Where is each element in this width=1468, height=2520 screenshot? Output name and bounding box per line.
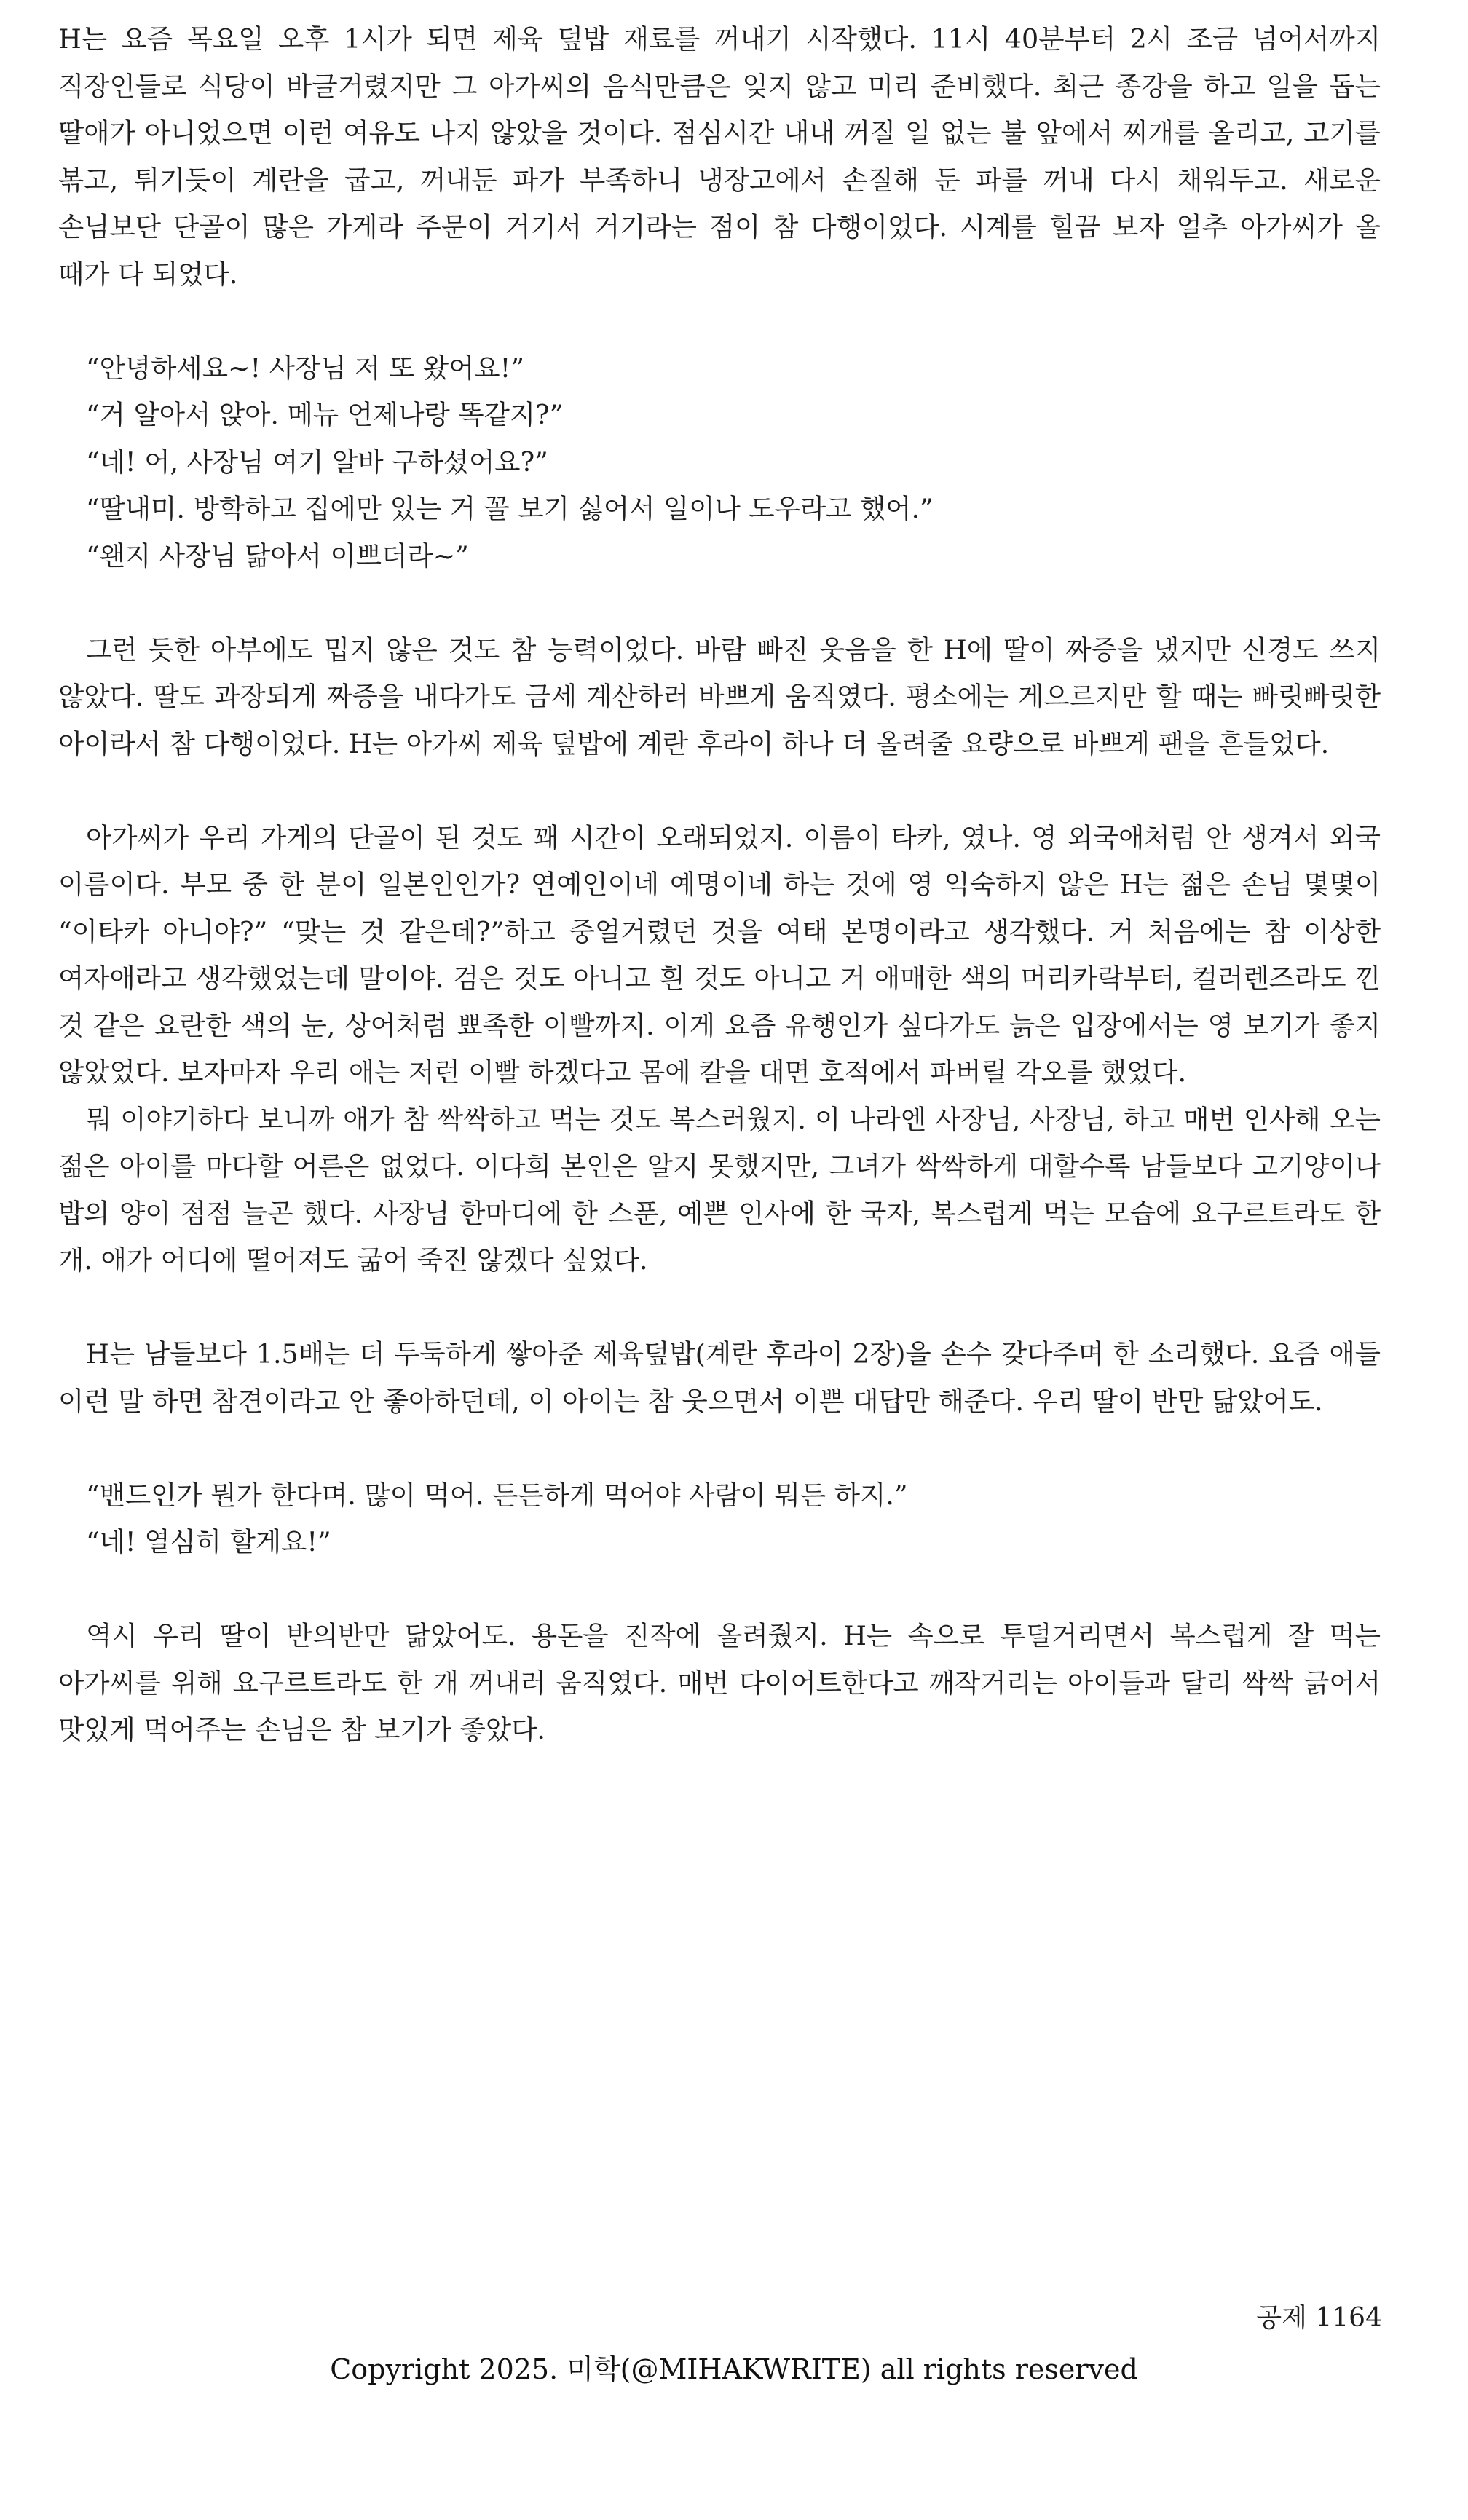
paragraph-gap [58, 1284, 1381, 1332]
paragraph-gap [58, 767, 1381, 815]
page-number: 공제 1164 [1256, 2303, 1382, 2333]
paragraph-gap [58, 1566, 1381, 1613]
story-text [58, 16, 1381, 1754]
dialogue-line: “밴드인가 뭔가 한다며. 많이 먹어. 든든하게 먹어야 사람이 뭐든 하지.” [86, 1479, 908, 1511]
dialogue-line: “왠지 사장님 닮아서 이쁘더라~” [86, 540, 469, 572]
paragraph-gap [58, 580, 1381, 627]
dialogue-line: “딸내미. 방학하고 집에만 있는 거 꼴 보기 싫어서 일이나 도우라고 했어.” [86, 493, 934, 524]
paragraph-5: H는 남들보다 1.5배는 더 두둑하게 쌓아준 제육덮밥(계란 후라이 2장)을 손수 갖다주며 한 소리했다. 요즘 애들 이런 말 하면 참견이라고 안 좋아하던데, 이 아이는 참 웃으면서 이쁜 대답만 해준다. 우리 딸이 반만 닮았어도. [58, 1338, 1381, 1417]
dialogue-line: “네! 열심히 할게요!” [86, 1526, 331, 1557]
paragraph-4: 뭐 이야기하다 보니까 애가 참 싹싹하고 먹는 것도 복스러웠지. 이 나라엔 사장님, 사장님, 하고 매번 인사해 오는 젊은 아이를 마다할 어른은 없었다. 이다희 본인은 알지 못했지만, 그녀가 싹싹하게 대할수록 남들보다 고기양이나 밥의 양이 점점 늘곤 했다. 사장님 한마디에 한 스푼, 예쁜 인사에 한 국자, 복스럽게 먹는 모습에 요구르트라도 한 개. 애가 어디에 떨어져도 굶어 죽진 않겠다 싶었다. [58, 1103, 1381, 1276]
dialogue-line: “네! 어, 사장님 여기 알바 구하셨어요?” [86, 446, 548, 478]
dialogue-block-1 [58, 345, 1381, 580]
paragraph-2: 그런 듯한 아부에도 밉지 않은 것도 참 능력이었다. 바람 빠진 웃음을 한 H에 딸이 짜증을 냈지만 신경도 쓰지 않았다. 딸도 과장되게 짜증을 내다가도 금세 계산하러 바쁘게 움직였다. 평소에는 게으르지만 할 때는 빠릿빠릿한 아이라서 참 다행이었다. H는 아가씨 제육 덮밥에 계란 후라이 하나 더 올려줄 요량으로 바쁘게 팬을 흔들었다. [58, 633, 1381, 759]
copyright-notice: Copyright 2025. 미학(@MIHAKWRITE) all rights reserved [330, 2353, 1138, 2385]
paragraph-gap [58, 298, 1381, 345]
paragraph-gap [58, 1425, 1381, 1472]
dialogue-block-2 [58, 1472, 1381, 1566]
paragraph-3: 아가씨가 우리 가게의 단골이 된 것도 꽤 시간이 오래되었지. 이름이 타카, 였나. 영 외국애처럼 안 생겨서 외국 이름이다. 부모 중 한 분이 일본인인가? 연예인이네 예명이네 하는 것에 영 익숙하지 않은 H는 젊은 손님 몇몇이 “이타카 아니야?” “맞는 것 같은데?”하고 중얼거렸던 것을 여태 본명이라고 생각했다. 거 처음에는 참 이상한 여자애라고 생각했었는데 말이야. 검은 것도 아니고 흰 것도 아니고 거 애매한 색의 머리카락부터, 컬러렌즈라도 낀 것 같은 요란한 색의 눈, 상어처럼 뾰족한 이빨까지. 이게 요즘 유행인가 싶다가도 늙은 입장에서는 영 보기가 좋지 않았었다. 보자마자 우리 애는 저런 이빨 하겠다고 몸에 칼을 대면 호적에서 파버릴 각오를 했었다. [58, 821, 1381, 1088]
dialogue-line: “안녕하세요~! 사장님 저 또 왔어요!” [86, 352, 525, 384]
paragraph-1: H는 요즘 목요일 오후 1시가 되면 제육 덮밥 재료를 꺼내기 시작했다. 11시 40분부터 2시 조금 넘어서까지 직장인들로 식당이 바글거렸지만 그 아가씨의 음식만큼은 잊지 않고 미리 준비했다. 최근 종강을 하고 일을 돕는 딸애가 아니었으면 이런 여유도 나지 않았을 것이다. 점심시간 내내 꺼질 일 없는 불 앞에서 찌개를 올리고, 고기를 볶고, 튀기듯이 계란을 굽고, 꺼내둔 파가 부족하니 냉장고에서 손질해 둔 파를 꺼내 다시 채워두고. 새로운 손님보단 단골이 많은 가게라 주문이 거기서 거기라는 점이 참 다행이었다. 시계를 힐끔 보자 얼추 아가씨가 올 때가 다 되었다. [58, 23, 1381, 290]
paragraph-6: 역시 우리 딸이 반의반만 닮았어도. 용돈을 진작에 올려줬지. H는 속으로 투덜거리면서 복스럽게 잘 먹는 아가씨를 위해 요구르트라도 한 개 꺼내러 움직였다. 매번 다이어트한다고 깨작거리는 아이들과 달리 싹싹 긁어서 맛있게 먹어주는 손님은 참 보기가 좋았다. [58, 1620, 1381, 1745]
dialogue-line: “거 알아서 앉아. 메뉴 언제나랑 똑같지?” [86, 399, 564, 430]
